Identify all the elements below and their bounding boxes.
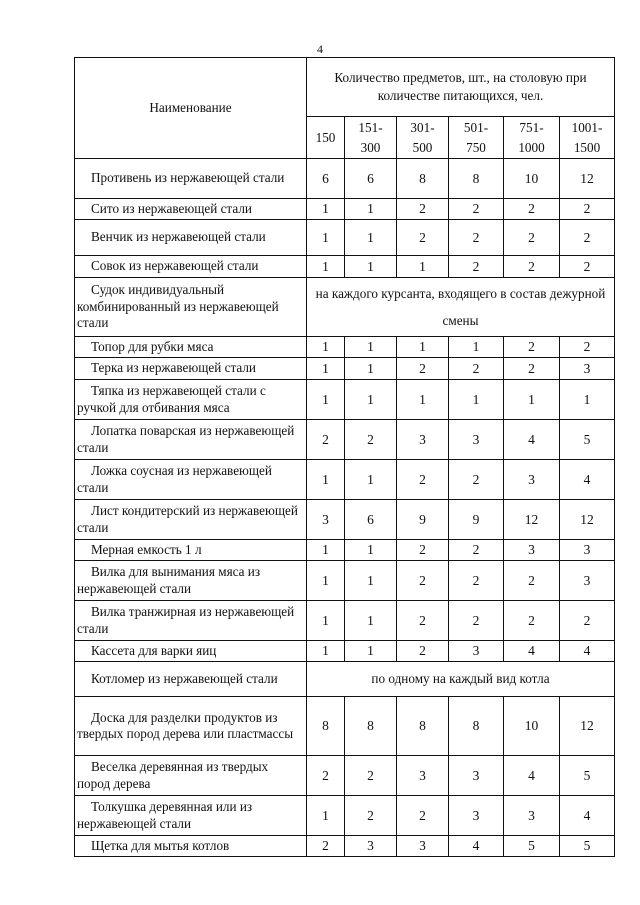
quantity-cell: 1 <box>345 380 397 420</box>
quantity-cell: 8 <box>307 697 345 756</box>
item-name: Мерная емкость 1 л <box>75 540 307 561</box>
item-name: Венчик из нержавеющей стали <box>75 220 307 256</box>
range-header-4: 501- 750 <box>449 117 504 159</box>
quantity-cell: 3 <box>397 756 449 796</box>
table-row <box>75 460 615 500</box>
quantity-cell: 1 <box>345 460 397 500</box>
quantity-cell: 1 <box>307 601 345 641</box>
quantity-cell: 1 <box>307 540 345 561</box>
quantity-cell: 2 <box>504 220 560 256</box>
quantity-cell: 1 <box>397 380 449 420</box>
quantity-cell: 5 <box>560 756 615 796</box>
item-name: Судок индивидуальный комбинированный из нержавеющей стали <box>75 278 307 337</box>
name-column-header: Наименование <box>75 58 307 159</box>
table-row <box>75 796 615 836</box>
table-row <box>75 358 615 380</box>
quantity-cell: 5 <box>504 836 560 857</box>
quantity-cell: 5 <box>560 836 615 857</box>
quantity-cell: 2 <box>560 256 615 278</box>
quantity-cell: 12 <box>560 500 615 540</box>
quantity-cell: 2 <box>449 601 504 641</box>
quantity-cell: 2 <box>449 199 504 220</box>
quantity-cell: 1 <box>307 561 345 601</box>
item-name: Котломер из нержавеющей стали <box>75 662 307 697</box>
quantity-cell: 4 <box>449 836 504 857</box>
quantity-cell: 1 <box>345 601 397 641</box>
item-name: Вилка транжирная из нержавеющей стали <box>75 601 307 641</box>
quantity-cell: 2 <box>504 601 560 641</box>
table-row <box>75 220 615 256</box>
item-name: Тяпка из нержавеющей стали с ручкой для отбивания мяса <box>75 380 307 420</box>
table-row <box>75 540 615 561</box>
range-header-1: 150 <box>307 117 345 159</box>
quantity-cell: 1 <box>307 641 345 662</box>
quantity-cell: 2 <box>504 256 560 278</box>
quantity-cell: 4 <box>504 756 560 796</box>
quantity-cell: 8 <box>397 159 449 199</box>
quantity-cell: 2 <box>307 420 345 460</box>
range-header-3: 301- 500 <box>397 117 449 159</box>
quantity-cell: 2 <box>397 460 449 500</box>
quantity-cell: 1 <box>345 199 397 220</box>
quantity-cell: 8 <box>397 697 449 756</box>
quantity-cell: 3 <box>397 420 449 460</box>
quantity-cell: 1 <box>449 380 504 420</box>
quantity-cell: 4 <box>560 460 615 500</box>
quantity-cell: 2 <box>397 199 449 220</box>
item-name: Противень из нержавеющей стали <box>75 159 307 199</box>
quantity-cell: 1 <box>307 796 345 836</box>
quantity-cell: 3 <box>560 540 615 561</box>
quantity-cell: 2 <box>504 358 560 380</box>
quantity-cell: 12 <box>504 500 560 540</box>
quantity-cell: 8 <box>345 697 397 756</box>
quantity-cell: 1 <box>345 561 397 601</box>
quantity-cell: 1 <box>307 337 345 358</box>
quantity-cell: 2 <box>504 561 560 601</box>
quantity-cell: 1 <box>345 540 397 561</box>
quantity-cell: 2 <box>504 199 560 220</box>
quantity-cell: 2 <box>449 540 504 561</box>
quantity-cell: 1 <box>397 256 449 278</box>
quantity-cell: 2 <box>397 358 449 380</box>
item-name: Лист кондитерский из нержавеющей стали <box>75 500 307 540</box>
quantity-cell: 2 <box>560 601 615 641</box>
quantity-note: по одному на каждый вид котла <box>307 662 615 697</box>
quantity-cell: 3 <box>449 796 504 836</box>
item-name: Ложка соусная из нержавеющей стали <box>75 460 307 500</box>
quantity-cell: 2 <box>397 540 449 561</box>
quantity-cell: 6 <box>345 159 397 199</box>
quantity-cell: 3 <box>397 836 449 857</box>
quantity-cell: 2 <box>449 256 504 278</box>
table-row <box>75 380 615 420</box>
quantity-cell: 6 <box>345 500 397 540</box>
range-header-5: 751- 1000 <box>504 117 560 159</box>
quantity-cell: 1 <box>504 380 560 420</box>
quantity-cell: 4 <box>560 641 615 662</box>
quantity-cell: 2 <box>560 220 615 256</box>
quantity-cell: 1 <box>345 337 397 358</box>
equipment-table <box>74 57 615 857</box>
quantity-cell: 3 <box>449 641 504 662</box>
range-header-6: 1001- 1500 <box>560 117 615 159</box>
table-row <box>75 697 615 756</box>
quantity-cell: 2 <box>449 460 504 500</box>
quantity-cell: 3 <box>307 500 345 540</box>
item-name: Вилка для вынимания мяса из нержавеющей стали <box>75 561 307 601</box>
item-name: Терка из нержавеющей стали <box>75 358 307 380</box>
item-name: Сито из нержавеющей стали <box>75 199 307 220</box>
quantity-cell: 1 <box>397 337 449 358</box>
table-row <box>75 278 615 337</box>
table-row <box>75 561 615 601</box>
item-name: Лопатка поварская из нержавеющей стали <box>75 420 307 460</box>
quantity-cell: 3 <box>560 358 615 380</box>
table-row <box>75 601 615 641</box>
quantity-cell: 1 <box>449 337 504 358</box>
item-name: Веселка деревянная из твердых пород дерева <box>75 756 307 796</box>
quantity-cell: 2 <box>397 561 449 601</box>
quantity-cell: 2 <box>449 220 504 256</box>
item-name: Топор для рубки мяса <box>75 337 307 358</box>
range-header-2: 151- 300 <box>345 117 397 159</box>
item-name: Доска для разделки продуктов из твердых пород дерева или пластмассы <box>75 697 307 756</box>
quantity-cell: 2 <box>449 561 504 601</box>
quantity-cell: 3 <box>504 796 560 836</box>
table-row <box>75 500 615 540</box>
quantity-cell: 1 <box>560 380 615 420</box>
quantity-cell: 2 <box>307 756 345 796</box>
quantity-note: на каждого курсанта, входящего в состав дежурной смены <box>307 278 615 337</box>
quantity-cell: 2 <box>345 420 397 460</box>
quantity-cell: 6 <box>307 159 345 199</box>
quantity-cell: 1 <box>307 358 345 380</box>
quantity-cell: 1 <box>307 380 345 420</box>
item-name: Кассета для варки яиц <box>75 641 307 662</box>
quantity-cell: 10 <box>504 159 560 199</box>
quantity-cell: 4 <box>504 641 560 662</box>
quantity-cell: 1 <box>345 358 397 380</box>
table-row <box>75 662 615 697</box>
quantity-cell: 9 <box>449 500 504 540</box>
quantity-cell: 2 <box>397 641 449 662</box>
quantity-cell: 1 <box>307 199 345 220</box>
table-row <box>75 256 615 278</box>
quantity-cell: 1 <box>345 641 397 662</box>
table-row <box>75 756 615 796</box>
quantity-cell: 2 <box>560 199 615 220</box>
quantity-cell: 1 <box>307 460 345 500</box>
quantity-cell: 3 <box>504 460 560 500</box>
quantity-cell: 2 <box>397 220 449 256</box>
table-row <box>75 199 615 220</box>
table-row <box>75 641 615 662</box>
page-number: 4 <box>317 42 323 56</box>
quantity-cell: 3 <box>345 836 397 857</box>
quantity-cell: 3 <box>504 540 560 561</box>
quantity-cell: 12 <box>560 697 615 756</box>
quantity-column-header: Количество предметов, шт., на столовую при количестве питающихся, чел. <box>307 58 615 117</box>
quantity-cell: 3 <box>449 420 504 460</box>
quantity-cell: 1 <box>345 256 397 278</box>
quantity-cell: 2 <box>397 796 449 836</box>
quantity-cell: 2 <box>345 756 397 796</box>
item-name: Щетка для мытья котлов <box>75 836 307 857</box>
quantity-cell: 3 <box>449 756 504 796</box>
quantity-cell: 12 <box>560 159 615 199</box>
quantity-cell: 2 <box>449 358 504 380</box>
item-name: Совок из нержавеющей стали <box>75 256 307 278</box>
quantity-cell: 4 <box>560 796 615 836</box>
quantity-cell: 1 <box>307 220 345 256</box>
table-row <box>75 420 615 460</box>
quantity-cell: 8 <box>449 697 504 756</box>
table-row <box>75 337 615 358</box>
quantity-cell: 2 <box>560 337 615 358</box>
quantity-cell: 5 <box>560 420 615 460</box>
table-row <box>75 836 615 857</box>
quantity-cell: 1 <box>345 220 397 256</box>
table-row <box>75 159 615 199</box>
quantity-cell: 2 <box>504 337 560 358</box>
quantity-cell: 3 <box>560 561 615 601</box>
quantity-cell: 1 <box>307 256 345 278</box>
quantity-cell: 4 <box>504 420 560 460</box>
quantity-cell: 2 <box>397 601 449 641</box>
quantity-cell: 2 <box>345 796 397 836</box>
item-name: Толкушка деревянная или из нержавеющей стали <box>75 796 307 836</box>
quantity-cell: 10 <box>504 697 560 756</box>
quantity-cell: 9 <box>397 500 449 540</box>
quantity-cell: 8 <box>449 159 504 199</box>
quantity-cell: 2 <box>307 836 345 857</box>
